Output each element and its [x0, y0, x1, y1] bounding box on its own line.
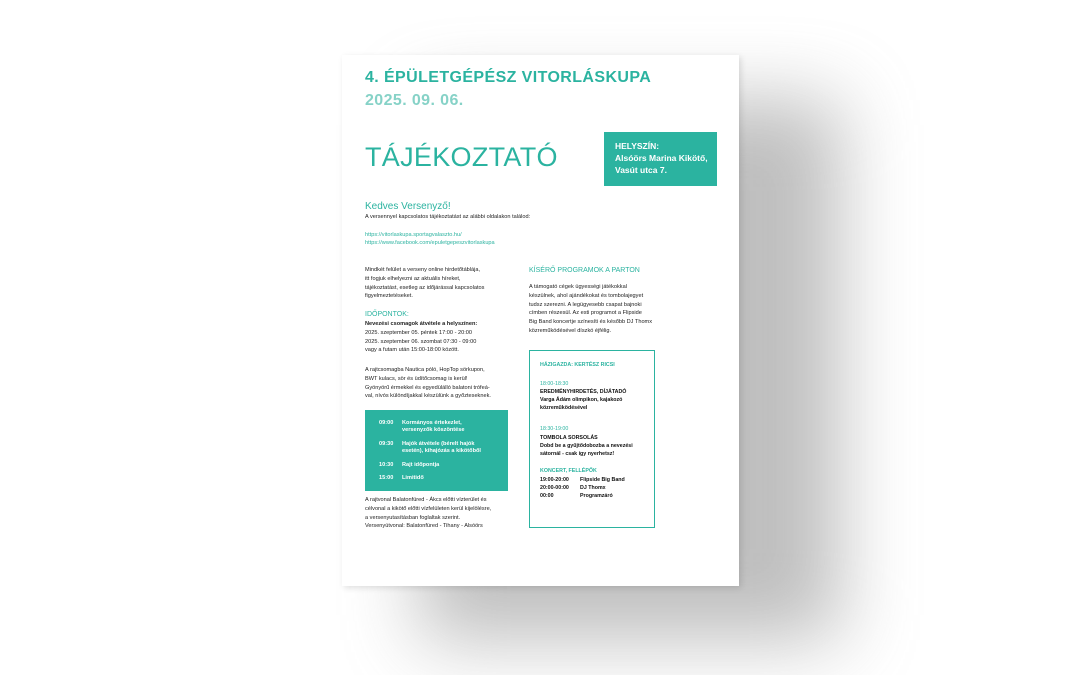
times-heading: IDŐPONTOK: — [365, 311, 409, 318]
slot-text: Dobd be a gyűjtődobozba a nevezési — [540, 443, 633, 449]
location-label: HELYSZÍN: — [615, 141, 660, 151]
text-line: a versenyutasításban foglaltak szerint. — [365, 514, 461, 521]
schedule-desc — [402, 420, 502, 434]
text-line: Big Band koncertje színesíti és később DJ Thomx — [529, 319, 653, 326]
page-title: TÁJÉKOZTATÓ — [365, 142, 558, 172]
text-line: BWT kulacs, sör és üdítőcsomag is kerül! — [365, 375, 468, 382]
schedule-desc-line: Kormányos értekezlet, — [402, 420, 462, 426]
text-line: tájékoztatást, esetleg az időjárással kapcsolatos — [365, 284, 485, 291]
text-line: Mindkét felület a verseny online hirdetőtáblája, — [365, 267, 481, 273]
concert-performer: Flipside Big Band — [580, 477, 625, 483]
text-line: címben részesül. Az esti programot a Flipside — [529, 310, 642, 317]
schedule-desc: Limitidő — [402, 475, 424, 481]
slot-title: EREDMÉNYHIRDETÉS, DÍJÁTADÓ — [540, 389, 627, 395]
flyer-page — [342, 55, 739, 586]
slot-text: sátornál - csak így nyerhetsz! — [540, 451, 615, 457]
schedule-box — [365, 410, 508, 491]
schedule-desc-line: Hajók átvétele (bérelt hajók — [402, 441, 475, 447]
times-subheading: Nevezési csomagok átvétele a helyszínen: — [365, 321, 478, 327]
concert-performer: Programzáró — [580, 493, 613, 499]
event-date: 2025. 09. 06. — [365, 92, 464, 109]
slot-title: TOMBOLA SORSOLÁS — [540, 435, 598, 441]
concert-performer: DJ Thomx — [580, 485, 606, 491]
concert-title: KONCERT, FELLÉPŐK — [540, 468, 597, 474]
facebook-link[interactable]: https://www.facebook.com/epuletgepeszvitorlaskupa — [365, 240, 495, 246]
text-line: 2025. szeptember 06. szombat 07:30 - 09:00 — [365, 338, 477, 345]
location-box — [604, 132, 717, 186]
text-line: A rajtvonal Balatonfüred - Ákcs előtti vízterület és — [365, 497, 487, 503]
text-line: val, nívós különdíjakkal készülünk a győzteseknek. — [365, 393, 491, 400]
text-line: A rajtcsomagba Nautica póló, HopTop sörkupon, — [365, 367, 485, 373]
text-line: vagy a futam után 15:00-18:00 között. — [365, 347, 459, 354]
text-line: célvonal a kikötő előtti vízfelületen kerül kijelölésre, — [365, 505, 492, 512]
location-line2: Vasút utca 7. — [615, 165, 667, 175]
slot-time: 18:00-18:30 — [540, 381, 569, 387]
schedule-time: 09:30 — [379, 441, 394, 447]
text-line: Versenyútvonal: Balatonfüred - Tihany - Alsóörs — [365, 523, 483, 530]
slot-time: 18:30-19:00 — [540, 426, 569, 432]
text-line: figyelmeztetéseket. — [365, 293, 413, 300]
programs-paragraph — [529, 283, 669, 336]
info-paragraph — [365, 266, 515, 301]
slot-text: közreműködésével — [540, 405, 588, 411]
slot-text: Varga Ádám olimpikon, kajakozó — [540, 397, 623, 403]
programs-heading: KÍSÉRŐ PROGRAMOK A PARTON — [529, 267, 640, 274]
text-line: közreműködésével díszkó éjfélig. — [529, 327, 612, 334]
schedule-time: 09:00 — [379, 420, 394, 426]
schedule-time: 15:00 — [379, 475, 394, 481]
text-line: 2025. szeptember 05. péntek 17:00 - 20:00 — [365, 329, 472, 336]
schedule-desc-line: versenyzők köszöntése — [402, 427, 465, 433]
intro-text: A versennyel kapcsolatos tájékoztatást az alábbi oldalakon találod: — [365, 214, 531, 220]
concert-time: 19:00-20:00 — [540, 477, 569, 483]
schedule-desc — [402, 441, 502, 455]
event-title: 4. ÉPÜLETGÉPÉSZ VITORLÁSKUPA — [365, 69, 652, 86]
host-title: HÁZIGAZDA: KERTÉSZ RICSI — [540, 362, 615, 368]
website-link[interactable]: https://vitorlaskupa.sportagvalaszto.hu/ — [365, 232, 462, 238]
package-paragraph — [365, 366, 515, 401]
schedule-desc-line: esetén), kihajózás a kikötőből — [402, 448, 481, 454]
location-line1: Alsóörs Marina Kikötő, — [615, 153, 708, 163]
text-line: A támogató cégek ügyességi játékokkal — [529, 284, 627, 290]
text-line: készülnek, ahol ajándékokat és tombolajegyet — [529, 292, 644, 299]
course-paragraph — [365, 496, 515, 531]
concert-time: 00:00 — [540, 493, 554, 499]
schedule-desc: Rajt időpontja — [402, 462, 440, 468]
host-box — [529, 350, 655, 528]
text-line: itt fogjuk elhelyezni az aktuális híreket, — [365, 275, 461, 282]
text-line: tudsz szerezni. A legügyesebb csapat bajnoki — [529, 301, 642, 308]
concert-time: 20:00-00:00 — [540, 485, 569, 491]
times-block — [365, 320, 515, 355]
schedule-time: 10:30 — [379, 462, 394, 468]
greeting: Kedves Versenyző! — [365, 201, 451, 212]
text-line: Gyönyörű érmekkel és egyedülálló balatoni trófeá- — [365, 384, 490, 391]
